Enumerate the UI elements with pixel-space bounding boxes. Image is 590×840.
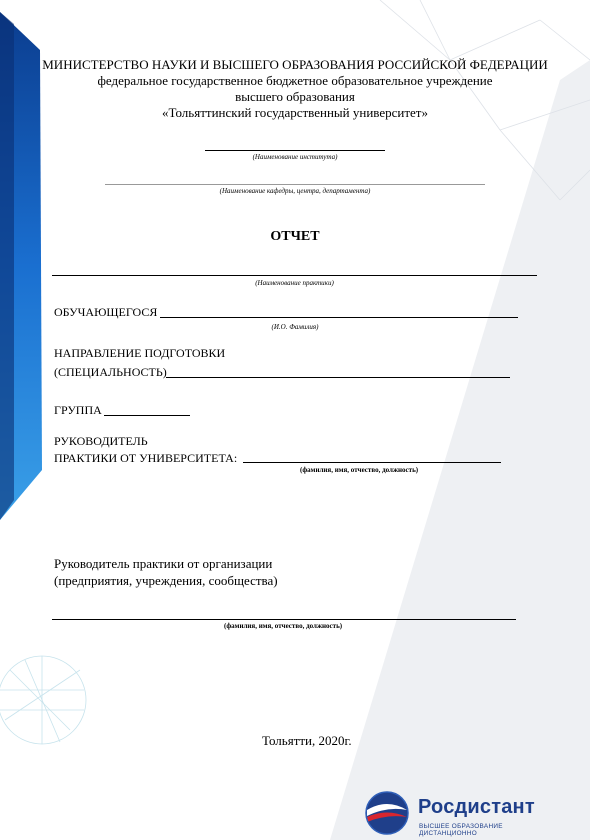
ministry-line: МИНИСТЕРСТВО НАУКИ И ВЫСШЕГО ОБРАЗОВАНИЯ РОССИЙСКОЙ ФЕДЕРАЦИИ xyxy=(42,57,548,72)
supervisor-label: РУКОВОДИТЕЛЬ xyxy=(54,434,148,448)
student-label: ОБУЧАЮЩЕГОСЯ xyxy=(54,305,158,319)
org-supervisor-line xyxy=(52,619,516,620)
department-caption: (Наименование кафедры, центра, департамента) xyxy=(219,187,371,195)
org-supervisor-caption: (фамилия, имя, отчество, должность) xyxy=(224,622,343,630)
supervisor-university-caption: (фамилия, имя, отчество, должность) xyxy=(300,466,419,474)
student-name-caption: (И.О. Фамилия) xyxy=(271,323,319,331)
globe-icon xyxy=(364,790,410,836)
university-name: «Тольяттинский государственный университет» xyxy=(162,105,428,120)
logo-name: Росдистант xyxy=(418,796,535,818)
practice-caption: (Наименование практики) xyxy=(255,279,334,287)
institution-type-line: федеральное государственное бюджетное образовательное учреждение xyxy=(97,73,493,88)
institute-caption: (Наименование института) xyxy=(252,153,338,161)
specialty-line xyxy=(166,377,510,378)
report-title: ОТЧЕТ xyxy=(270,229,320,244)
supervisor-university-label: ПРАКТИКИ ОТ УНИВЕРСИТЕТА: xyxy=(54,451,238,465)
education-level-line: высшего образования xyxy=(235,89,355,104)
specialty-label: (СПЕЦИАЛЬНОСТЬ) xyxy=(54,365,167,379)
org-supervisor-sub-label: (предприятия, учреждения, сообщества) xyxy=(54,573,278,588)
practice-line xyxy=(52,275,537,276)
org-supervisor-label: Руководитель практики от организации xyxy=(54,556,273,571)
group-line xyxy=(104,415,190,416)
department-line xyxy=(105,184,485,185)
direction-label: НАПРАВЛЕНИЕ ПОДГОТОВКИ xyxy=(54,346,226,360)
institute-line xyxy=(205,150,385,151)
logo-tagline: ВЫСШЕЕ ОБРАЗОВАНИЕ ДИСТАНЦИОННО xyxy=(419,823,503,837)
supervisor-university-line xyxy=(243,462,501,463)
city-year: Тольятти, 2020г. xyxy=(262,733,352,748)
student-name-line xyxy=(160,317,518,318)
rosdistant-logo xyxy=(362,790,552,836)
group-label: ГРУППА xyxy=(54,403,102,417)
